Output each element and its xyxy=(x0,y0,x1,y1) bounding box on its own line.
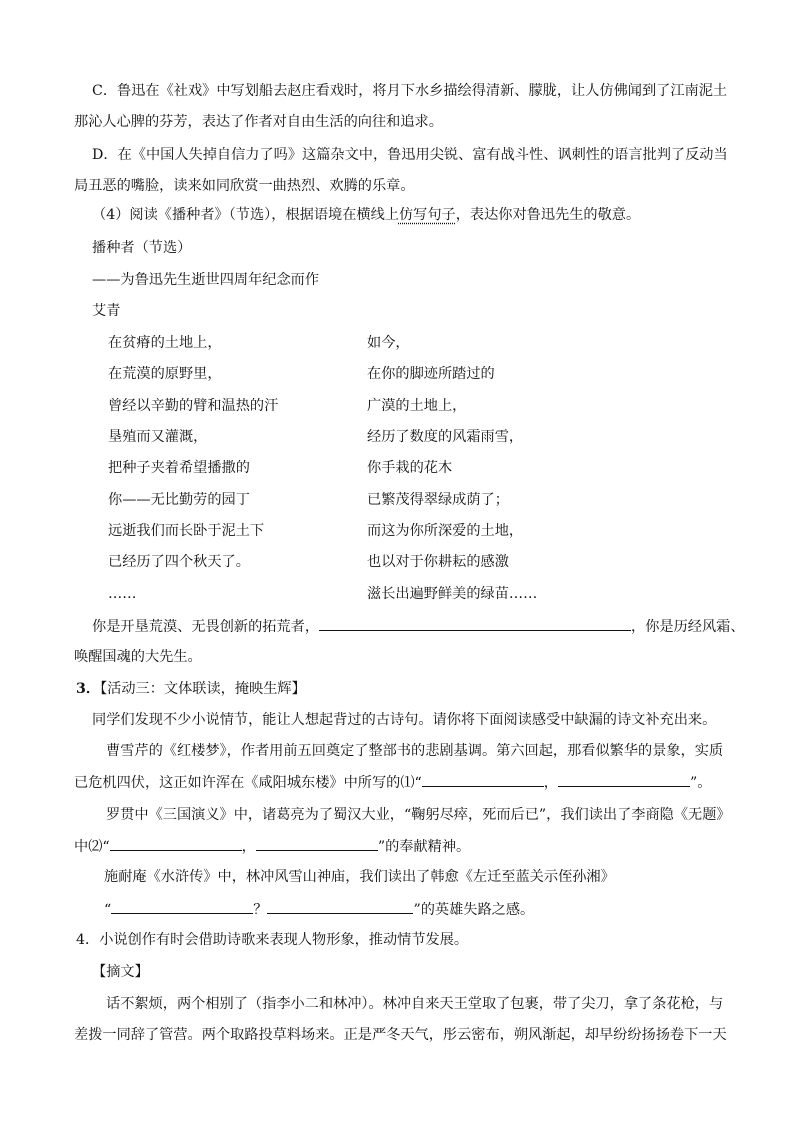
excerpt-label: 【摘文】 xyxy=(92,964,149,980)
excerpt-line1: 话不絮烦，两个相别了（指李小二和林冲）。林冲自来天王堂取了包裹，带了尖刀，拿了条花枪，与 xyxy=(106,996,724,1012)
option-d-line2: 局丑恶的嘴脸，读来如同欣赏一曲热烈、欢腾的乐章。 xyxy=(74,178,415,194)
excerpt-line2: 差拨一同辞了管营。两个取路投草料场来。正是严冬天气，彤云密布，朔风渐起，却早纷纷扬扬卷下一天 xyxy=(74,1027,727,1043)
q3-heading: 3．【活动三：文体联读，掩映生辉】 xyxy=(76,681,306,697)
q4-emphasis: 仿写句子 xyxy=(398,207,456,223)
option-c-line1: C．鲁迅在《社戏》中写划船去赵庄看戏时，将月下水乡描绘得清新、朦胧，让人仿佛闻到了江南泥土 xyxy=(92,83,728,99)
q4-instruction: （4）阅读《播种者》（节选），根据语境在横线上仿写句子，表达你对鲁迅先生的敬意。 xyxy=(92,207,641,223)
poem-right-line: 广漠的土地上， xyxy=(367,398,467,414)
poem-author: 艾青 xyxy=(92,303,121,319)
sgyy-line2: 中⑵“ ， ”的奉献精神。 xyxy=(74,836,470,857)
poem-right-line: 如今， xyxy=(367,335,410,351)
poem-right-line: 而这为你所深爱的土地， xyxy=(367,523,524,539)
shz-line2: “ ？ ”的英雄失路之感。 xyxy=(104,899,534,920)
imitation-answer-blank[interactable] xyxy=(319,616,631,631)
poem-right-line: 在你的脚迹所踏过的 xyxy=(367,366,495,382)
poem-right-line: 滋长出遍野鲜美的绿苗…… xyxy=(367,586,538,602)
sgyy-line1: 罗贯中《三国演义》中，诸葛亮为了蜀汉大业，“鞠躬尽瘁，死而后已”，我们读出了李商隐《无题》 xyxy=(106,807,731,823)
answer-blank-1a[interactable] xyxy=(422,772,544,787)
q3-intro: 同学们发现不少小说情节，能让人想起背过的古诗句。请你将下面阅读感受中缺漏的诗文补充出来。 xyxy=(92,712,717,728)
option-d-line1: D．在《中国人失掉自信力了吗》这篇杂文中，鲁迅用尖锐、富有战斗性、讽刺性的语言批判了反动当 xyxy=(92,147,728,163)
poem-left-line: 垦殖而又灌溉， xyxy=(108,429,208,445)
answer-blank-3a[interactable] xyxy=(111,899,253,914)
poem-left-line: 在荒漠的原野里， xyxy=(108,366,222,382)
answer-blank-2b[interactable] xyxy=(256,836,378,851)
shz-line1: 施耐庵《水浒传》中，林冲风雪山神庙，我们读出了韩愈《左迁至蓝关示侄孙湘》 xyxy=(104,869,615,885)
poem-left-line: 在贫瘠的土地上， xyxy=(108,335,222,351)
answer-blank-1b[interactable] xyxy=(558,772,690,787)
poem-subtitle: ——为鲁迅先生逝世四周年纪念而作 xyxy=(92,272,320,288)
answer-blank-2a[interactable] xyxy=(110,836,242,851)
hlm-line2: 已危机四伏，这正如许浑在《咸阳城东楼》中所写的⑴“ ， ”。 xyxy=(74,772,711,793)
q4-main-intro: 4．小说创作有时会借助诗歌来表现人物形象，推动情节发展。 xyxy=(76,932,469,948)
imitation-line1: 你是开垦荒漠、无畏创新的拓荒者， ，你是历经风霜、 xyxy=(92,616,745,637)
imitation-line2: 唤醒国魂的大先生。 xyxy=(74,649,202,665)
poem-right-line: 已繁茂得翠绿成荫了； xyxy=(367,492,509,508)
option-c-line2: 那沁人心脾的芬芳，表达了作者对自由生活的向往和追求。 xyxy=(74,114,443,130)
poem-left-line: 你——无比勤劳的园丁 xyxy=(108,492,250,508)
answer-blank-3b[interactable] xyxy=(267,899,413,914)
poem-left-line: 把种子夹着希望播撒的 xyxy=(108,460,250,476)
poem-title: 播种者（节选） xyxy=(92,240,192,256)
poem-right-line: 也以对于你耕耘的感激 xyxy=(367,554,509,570)
poem-left-line: 曾经以辛勤的臂和温热的汗 xyxy=(108,398,279,414)
poem-left-line: …… xyxy=(108,586,137,602)
hlm-line1: 曹雪芹的《红楼梦》，作者用前五回奠定了整部书的悲剧基调。第六回起，那看似繁华的景象，实质 xyxy=(106,743,724,759)
poem-right-line: 你手栽的花木 xyxy=(367,460,453,476)
poem-right-line: 经历了数度的风霜雨雪， xyxy=(367,429,524,445)
poem-left-line: 远逝我们而长卧于泥土下 xyxy=(108,523,265,539)
poem-left-line: 已经历了四个秋天了。 xyxy=(108,554,250,570)
